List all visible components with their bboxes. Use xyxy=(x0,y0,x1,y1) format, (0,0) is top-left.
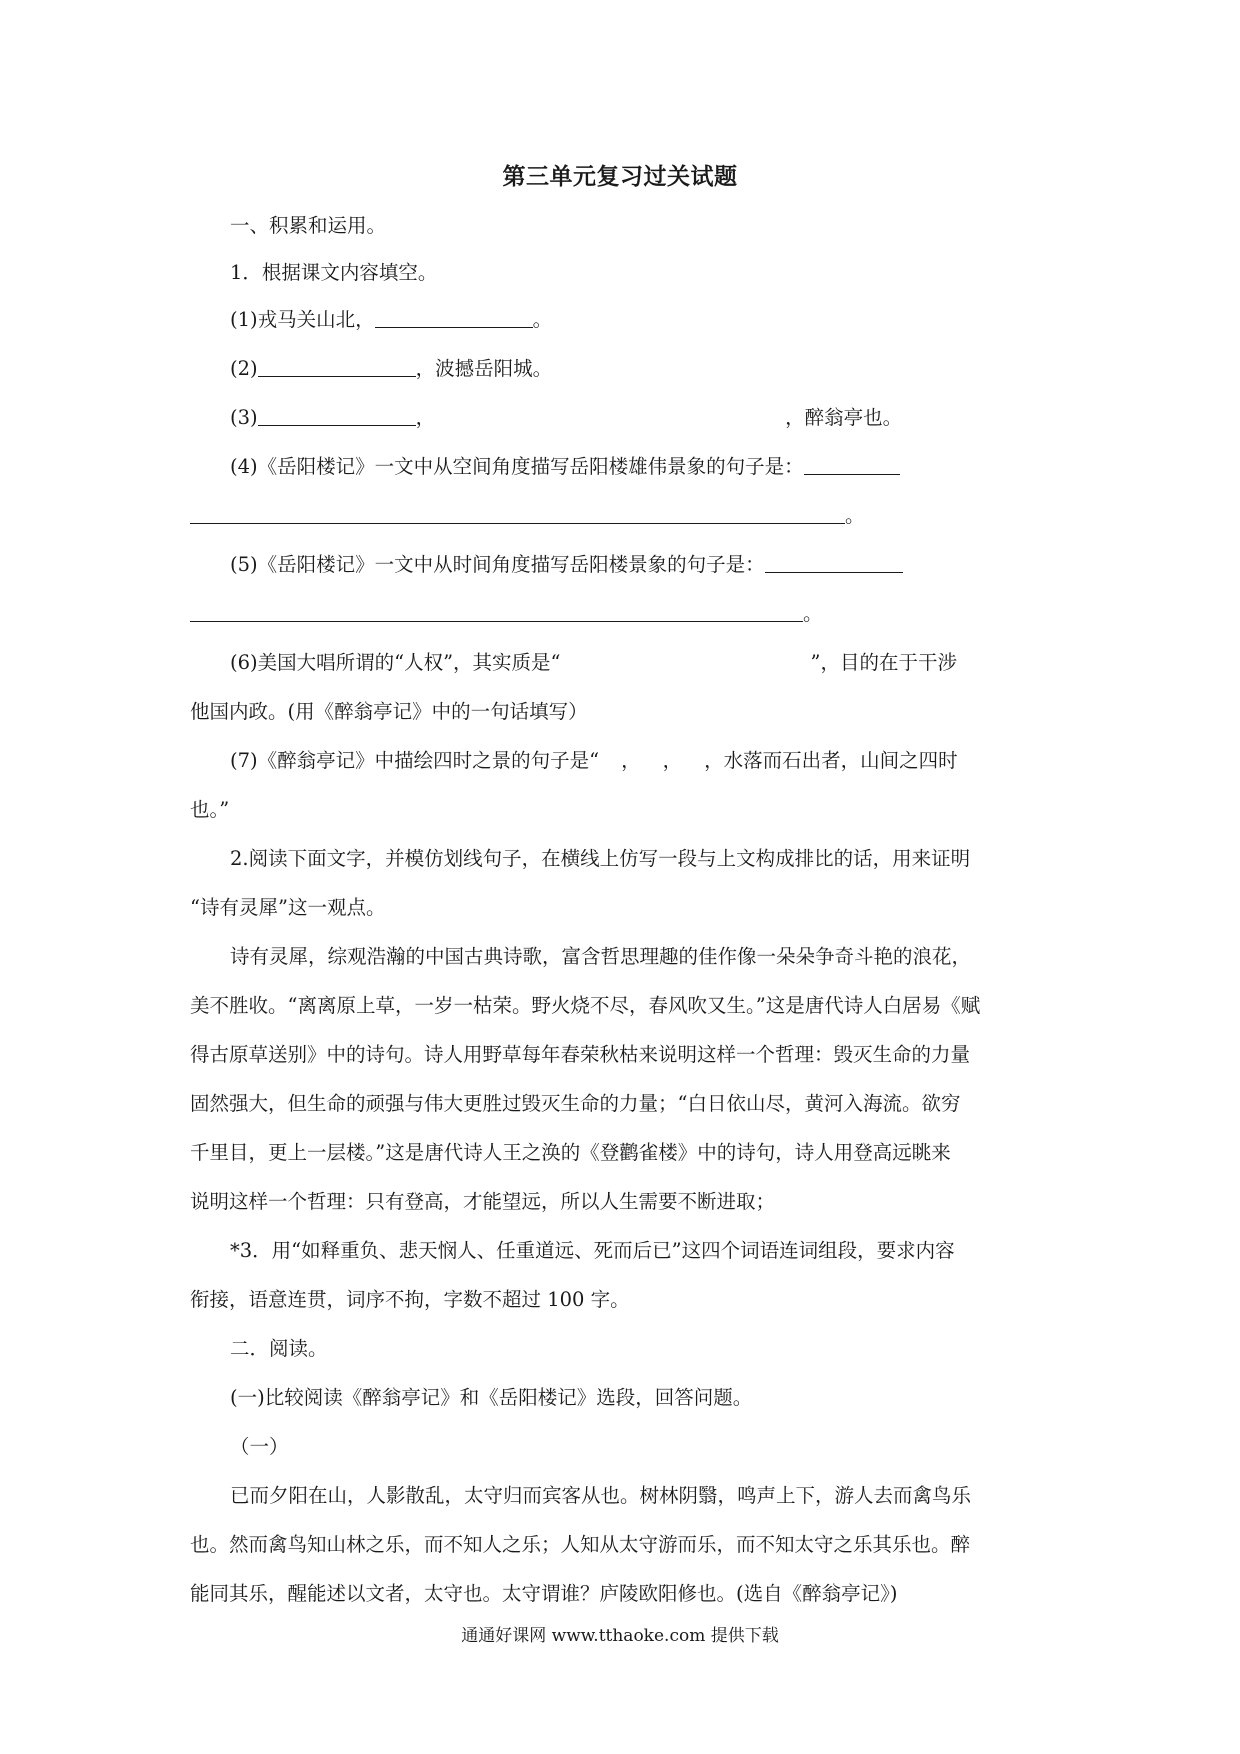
question-1-item-1 xyxy=(230,306,1100,334)
fill-blank[interactable] xyxy=(765,552,903,573)
passage-line-5: 千里目，更上一层楼。”这是唐代诗人王之涣的《登鹳雀楼》中的诗句，诗人用登高远眺来 xyxy=(190,1141,951,1164)
question-1-item-6-line-2: 他国内政。(用《醉翁亭记》中的一句话填写） xyxy=(190,700,588,723)
item-6-text-b: ”，目的在于干涉 xyxy=(810,651,958,674)
item-3-mid: ， xyxy=(415,406,436,429)
passage-line-6: 说明这样一个哲理：只有登高，才能望远，所以人生需要不断进取； xyxy=(190,1190,776,1213)
question-1-item-5-line-2 xyxy=(190,600,1060,628)
question-1-item-4-line-2 xyxy=(190,502,1060,530)
question-1-prompt: 1．根据课文内容填空。 xyxy=(230,261,438,284)
reading-line-2: 也。然而禽鸟知山林之乐，而不知人之乐；人知从太守游而乐，而不知太守之乐其乐也。醉 xyxy=(190,1533,971,1556)
fill-blank[interactable] xyxy=(258,356,416,377)
fill-blank[interactable] xyxy=(804,454,900,475)
question-1-item-5 xyxy=(230,551,1100,579)
item-4-end: 。 xyxy=(845,504,865,527)
fill-blank[interactable] xyxy=(258,405,416,426)
reading-line-3: 能同其乐，醒能述以文者，太守也。太守谓谁？庐陵欧阳修也。(选自《醉翁亭记》) xyxy=(190,1582,898,1605)
item-2-number: (2) xyxy=(230,357,258,380)
item-7-text-b: ，水落而石出者，山间之四时 xyxy=(704,749,958,772)
fill-blank[interactable] xyxy=(190,503,845,524)
item-1-text: (1)戎马关山北， xyxy=(230,308,375,331)
question-2-line-1: 2.阅读下面文字，并模仿划线句子，在横线上仿写一段与上文构成排比的话，用来证明 xyxy=(230,847,971,870)
passage-line-1: 诗有灵犀，综观浩瀚的中国古典诗歌，富含哲思理趣的佳作像一朵朵争奇斗艳的浪花， xyxy=(230,945,972,968)
item-2-text: ，波撼岳阳城。 xyxy=(415,357,553,380)
item-7-comma-1: ， xyxy=(621,749,641,772)
question-3-line-2: 衔接，语意连贯，词序不拘，字数不超过 100 字。 xyxy=(190,1288,630,1311)
question-1-item-7 xyxy=(230,747,1100,775)
question-1-item-3 xyxy=(230,404,1100,432)
page-footer: 通通好课网 www.tthaoke.com 提供下载 xyxy=(461,1626,779,1646)
passage-line-4: 固然强大，但生命的顽强与伟大更胜过毁灭生命的力量；“白日依山尽，黄河入海流。欲穷 xyxy=(190,1092,961,1115)
item-5-end: 。 xyxy=(803,602,823,625)
item-1-end: 。 xyxy=(532,308,553,331)
passage-line-3: 得古原草送别》中的诗句。诗人用野草每年春荣秋枯来说明这样一个哲理：毁灭生命的力量 xyxy=(190,1043,971,1066)
passage-line-2: 美不胜收。“离离原上草，一岁一枯荣。野火烧不尽，春风吹又生。”这是唐代诗人白居易《赋 xyxy=(190,994,981,1017)
item-6-text-a: (6)美国大唱所谓的“人权”，其实质是“ xyxy=(230,651,561,674)
reading-intro: (一)比较阅读《醉翁亭记》和《岳阳楼记》选段，回答问题。 xyxy=(230,1386,753,1409)
question-2-line-2: “诗有灵犀”这一观点。 xyxy=(190,896,386,919)
reading-label: （一） xyxy=(230,1435,289,1458)
question-1-item-2 xyxy=(230,355,1100,383)
question-3-line-1: *3．用“如释重负、悲天悯人、任重道远、死而后已”这四个词语连词组段，要求内容 xyxy=(230,1239,955,1262)
item-7-comma-2: ， xyxy=(662,749,683,772)
item-3-number: (3) xyxy=(230,406,258,429)
section-heading-1: 一、积累和运用。 xyxy=(230,214,387,237)
page-title: 第三单元复习过关试题 xyxy=(502,164,738,190)
fill-blank[interactable] xyxy=(190,601,803,622)
question-1-item-7-line-2: 也。” xyxy=(190,798,230,821)
section-heading-2: 二．阅读。 xyxy=(230,1337,328,1360)
fill-blank[interactable] xyxy=(375,307,533,328)
question-1-item-6 xyxy=(230,649,1060,677)
item-7-text-a: (7)《醉翁亭记》中描绘四时之景的句子是“ xyxy=(230,749,600,772)
item-4-text: (4)《岳阳楼记》一文中从空间角度描写岳阳楼雄伟景象的句子是： xyxy=(230,455,804,478)
question-1-item-4 xyxy=(230,453,1100,481)
item-3-text: ，醉翁亭也。 xyxy=(785,406,903,429)
reading-line-1: 已而夕阳在山，人影散乱，太守归而宾客从也。树林阴翳，鸣声上下，游人去而禽鸟乐 xyxy=(230,1484,972,1507)
item-5-text: (5)《岳阳楼记》一文中从时间角度描写岳阳楼景象的句子是： xyxy=(230,553,765,576)
